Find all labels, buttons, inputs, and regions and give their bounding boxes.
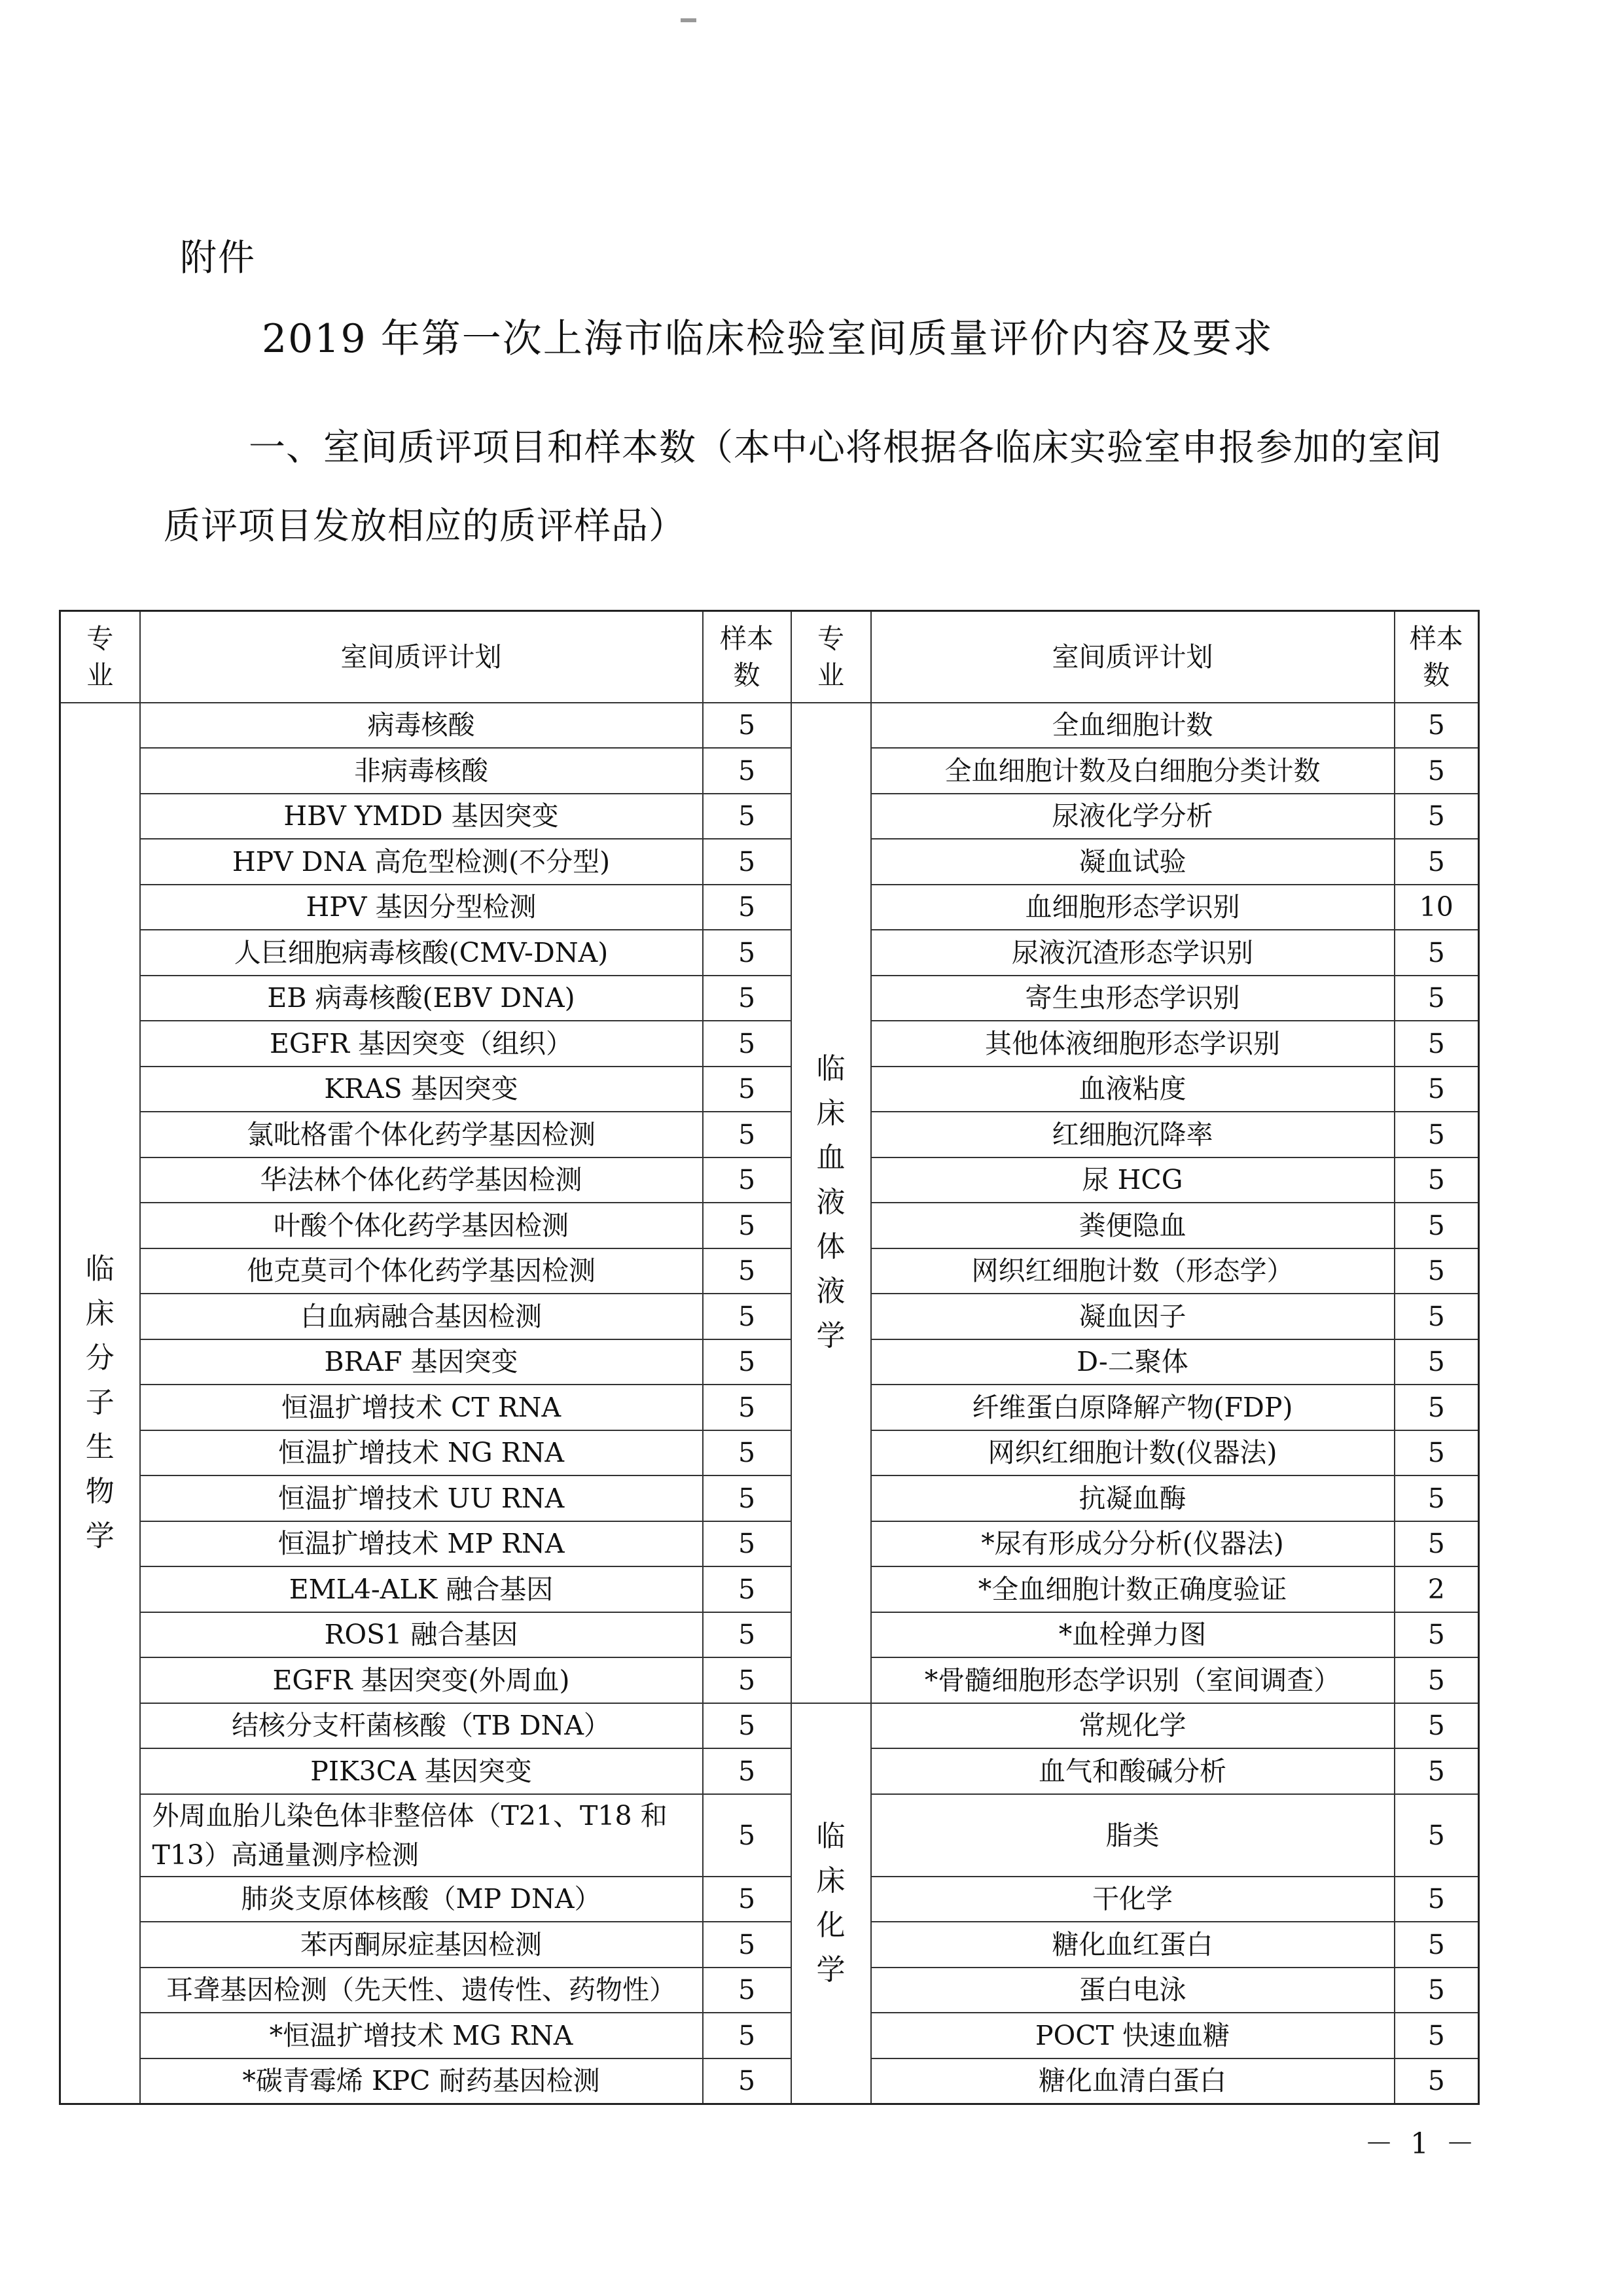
samples-cell-right: 5 [1395,1339,1479,1385]
samples-cell-right: 5 [1395,1703,1479,1749]
plan-cell-left: EB 病毒核酸(EBV DNA) [140,976,703,1021]
samples-cell-left: 5 [703,1877,791,1922]
plan-cell-left: 恒温扩增技术 UU RNA [140,1475,703,1521]
plan-cell-right: 红细胞沉降率 [871,1112,1395,1157]
plan-cell-right: 血气和酸碱分析 [871,1748,1395,1794]
plan-cell-left: 病毒核酸 [140,703,703,749]
table-row [60,885,1479,930]
samples-cell-right: 5 [1395,1877,1479,1922]
table-header-row [60,611,1479,703]
plan-cell-right: 其他体液细胞形态学识别 [871,1021,1395,1067]
header-samples-left: 样本数 [703,611,791,703]
samples-cell-right: 5 [1395,1475,1479,1521]
samples-cell-left: 5 [703,930,791,976]
header-plan-left: 室间质评计划 [140,611,703,703]
plan-cell-left: 氯吡格雷个体化药学基因检测 [140,1112,703,1157]
plan-cell-left: 恒温扩增技术 MP RNA [140,1521,703,1567]
plan-cell-left: BRAF 基因突变 [140,1339,703,1385]
plan-cell-right: *血栓弹力图 [871,1612,1395,1658]
plan-cell-right: 脂类 [871,1794,1395,1877]
plan-cell-right: D-二聚体 [871,1339,1395,1385]
table-row [60,1294,1479,1339]
table-row [60,839,1479,885]
samples-cell-left: 5 [703,794,791,839]
plan-cell-right: 常规化学 [871,1703,1395,1749]
header-samples-right: 样本数 [1395,611,1479,703]
table-row [60,1521,1479,1567]
samples-cell-right: 5 [1395,1612,1479,1658]
plan-cell-right: 尿 HCG [871,1157,1395,1203]
plan-cell-left: 肺炎支原体核酸（MP DNA） [140,1877,703,1922]
samples-cell-left: 5 [703,1521,791,1567]
samples-cell-right: 5 [1395,1021,1479,1067]
plan-cell-right: *骨髓细胞形态学识别（室间调查） [871,1657,1395,1703]
page-number: － 1 － [1364,2127,1478,2161]
samples-cell-left: 5 [703,1703,791,1749]
plan-cell-left: 结核分支杆菌核酸（TB DNA） [140,1703,703,1749]
samples-cell-right: 5 [1395,1657,1479,1703]
table-row [60,2013,1479,2058]
samples-cell-left: 5 [703,1566,791,1612]
header-plan-right: 室间质评计划 [871,611,1395,703]
table-row [60,1339,1479,1385]
plan-cell-right: 凝血试验 [871,839,1395,885]
plan-cell-right: 全血细胞计数 [871,703,1395,749]
samples-cell-right: 5 [1395,1922,1479,1968]
samples-cell-left: 5 [703,1657,791,1703]
plan-cell-left: 非病毒核酸 [140,748,703,794]
plan-cell-right: 血液粘度 [871,1067,1395,1112]
table-row [60,1794,1479,1877]
plan-cell-right: 蛋白电泳 [871,1968,1395,2013]
plan-cell-right: 全血细胞计数及白细胞分类计数 [871,748,1395,794]
table-row [60,1385,1479,1430]
samples-cell-right: 5 [1395,839,1479,885]
samples-cell-right: 5 [1395,1430,1479,1476]
plan-cell-right: 网织红细胞计数(仪器法) [871,1430,1395,1476]
plan-cell-right: 网织红细胞计数（形态学） [871,1248,1395,1294]
plan-cell-right: *全血细胞计数正确度验证 [871,1566,1395,1612]
quality-assessment-table [59,610,1480,2105]
plan-cell-right: 尿液化学分析 [871,794,1395,839]
samples-cell-right: 5 [1395,794,1479,839]
samples-cell-right: 5 [1395,976,1479,1021]
scan-mark [681,18,696,22]
plan-cell-left: 外周血胎儿染色体非整倍体（T21、T18 和 T13）高通量测序检测 [140,1794,703,1877]
samples-cell-left: 5 [703,2058,791,2104]
plan-cell-right: 干化学 [871,1877,1395,1922]
plan-cell-left: EGFR 基因突变（组织） [140,1021,703,1067]
table-row [60,1021,1479,1067]
samples-cell-right: 5 [1395,1067,1479,1112]
table-row [60,1657,1479,1703]
samples-cell-right: 5 [1395,748,1479,794]
samples-cell-left: 5 [703,1794,791,1877]
plan-cell-left: *恒温扩增技术 MG RNA [140,2013,703,2058]
plan-cell-left: HPV 基因分型检测 [140,885,703,930]
samples-cell-right: 5 [1395,703,1479,749]
table-row [60,794,1479,839]
samples-cell-right: 5 [1395,2058,1479,2104]
samples-cell-left: 5 [703,1203,791,1248]
table-row [60,1067,1479,1112]
samples-cell-left: 5 [703,1157,791,1203]
plan-cell-left: EGFR 基因突变(外周血) [140,1657,703,1703]
plan-cell-left: HBV YMDD 基因突变 [140,794,703,839]
samples-cell-left: 5 [703,1385,791,1430]
samples-cell-right: 5 [1395,1157,1479,1203]
plan-cell-left: KRAS 基因突变 [140,1067,703,1112]
plan-cell-left: HPV DNA 高危型检测(不分型) [140,839,703,885]
samples-cell-left: 5 [703,1339,791,1385]
attachment-label: 附件 [180,237,256,279]
plan-cell-left: 华法林个体化药学基因检测 [140,1157,703,1203]
samples-cell-right: 5 [1395,1968,1479,2013]
table-row [60,1157,1479,1203]
specialty-cell-left: 临床分子生物学 [60,703,140,2104]
samples-cell-right: 5 [1395,2013,1479,2058]
table-row [60,1475,1479,1521]
plan-cell-left: 苯丙酮尿症基因检测 [140,1922,703,1968]
samples-cell-right: 5 [1395,1521,1479,1567]
table-row [60,748,1479,794]
table-row [60,703,1479,749]
samples-cell-right: 5 [1395,930,1479,976]
samples-cell-left: 5 [703,748,791,794]
table-row [60,1748,1479,1794]
section-heading [164,409,1466,566]
plan-cell-right: 血细胞形态学识别 [871,885,1395,930]
samples-cell-left: 5 [703,1430,791,1476]
table-row [60,1877,1479,1922]
plan-cell-left: EML4-ALK 融合基因 [140,1566,703,1612]
samples-cell-right: 10 [1395,885,1479,930]
plan-cell-left: ROS1 融合基因 [140,1612,703,1658]
table-row [60,1566,1479,1612]
samples-cell-right: 5 [1395,1385,1479,1430]
plan-cell-right: *尿有形成分分析(仪器法) [871,1521,1395,1567]
plan-cell-right: 抗凝血酶 [871,1475,1395,1521]
samples-cell-left: 5 [703,1748,791,1794]
samples-cell-left: 5 [703,1067,791,1112]
samples-cell-left: 5 [703,885,791,930]
table-row [60,1612,1479,1658]
samples-cell-left: 5 [703,1248,791,1294]
samples-cell-left: 5 [703,703,791,749]
header-specialty-left: 专业 [60,611,140,703]
plan-cell-left: *碳青霉烯 KPC 耐药基因检测 [140,2058,703,2104]
table-row [60,2058,1479,2104]
document-title: 2019 年第一次上海市临床检验室间质量评价内容及要求 [262,316,1274,362]
samples-cell-right: 5 [1395,1248,1479,1294]
samples-cell-left: 5 [703,1021,791,1067]
plan-cell-right: 糖化血清白蛋白 [871,2058,1395,2104]
samples-cell-left: 5 [703,1294,791,1339]
samples-cell-left: 5 [703,1112,791,1157]
samples-cell-left: 5 [703,1922,791,1968]
plan-cell-left: 白血病融合基因检测 [140,1294,703,1339]
samples-cell-left: 5 [703,976,791,1021]
samples-cell-left: 5 [703,839,791,885]
table-row [60,1703,1479,1749]
table-row [60,1922,1479,1968]
table-row [60,1968,1479,2013]
samples-cell-left: 5 [703,2013,791,2058]
plan-cell-left: 恒温扩增技术 NG RNA [140,1430,703,1476]
specialty-cell-right: 临床血液体液学 [791,703,871,1703]
plan-cell-left: PIK3CA 基因突变 [140,1748,703,1794]
plan-cell-left: 恒温扩增技术 CT RNA [140,1385,703,1430]
samples-cell-right: 5 [1395,1112,1479,1157]
header-specialty-right: 专业 [791,611,871,703]
samples-cell-right: 5 [1395,1294,1479,1339]
section-heading-line2: 质评项目发放相应的质评样品） [164,505,686,548]
plan-cell-left: 叶酸个体化药学基因检测 [140,1203,703,1248]
table-row [60,930,1479,976]
samples-cell-right: 2 [1395,1566,1479,1612]
samples-cell-right: 5 [1395,1748,1479,1794]
plan-cell-left: 耳聋基因检测（先天性、遗传性、药物性） [140,1968,703,2013]
specialty-cell-right: 临床化学 [791,1703,871,2104]
plan-cell-right: 寄生虫形态学识别 [871,976,1395,1021]
plan-cell-left: 他克莫司个体化药学基因检测 [140,1248,703,1294]
plan-cell-left: 人巨细胞病毒核酸(CMV-DNA) [140,930,703,976]
section-heading-line1: 一、室间质评项目和样本数（本中心将根据各临床实验室申报参加的室间 [249,427,1442,469]
table-row [60,1203,1479,1248]
samples-cell-left: 5 [703,1612,791,1658]
plan-cell-right: 凝血因子 [871,1294,1395,1339]
samples-cell-right: 5 [1395,1794,1479,1877]
samples-cell-left: 5 [703,1475,791,1521]
table-row [60,1248,1479,1294]
plan-cell-right: 糖化血红蛋白 [871,1922,1395,1968]
plan-cell-right: POCT 快速血糖 [871,2013,1395,2058]
samples-cell-right: 5 [1395,1203,1479,1248]
table-row [60,1112,1479,1157]
plan-cell-right: 粪便隐血 [871,1203,1395,1248]
table-row [60,976,1479,1021]
samples-cell-left: 5 [703,1968,791,2013]
plan-cell-right: 纤维蛋白原降解产物(FDP) [871,1385,1395,1430]
table-row [60,1430,1479,1476]
plan-cell-right: 尿液沉渣形态学识别 [871,930,1395,976]
